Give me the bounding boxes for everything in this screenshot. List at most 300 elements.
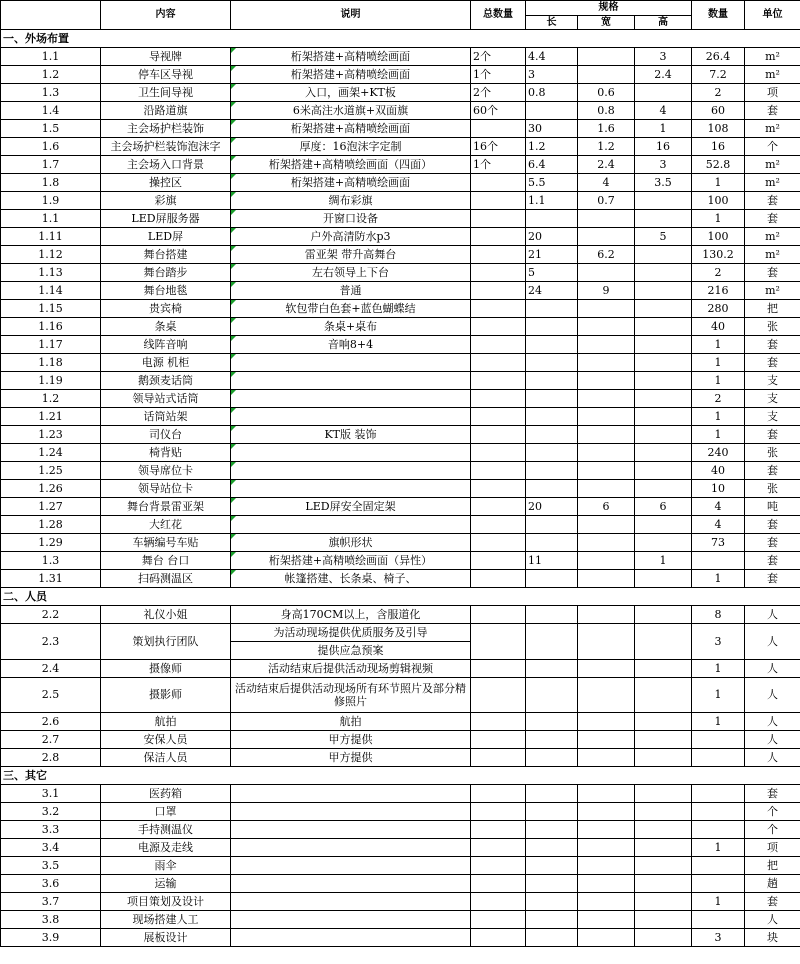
item-length[interactable]: 11 bbox=[526, 552, 578, 570]
item-name[interactable]: 条桌 bbox=[101, 318, 231, 336]
item-height[interactable] bbox=[635, 875, 692, 893]
item-unit[interactable]: 张 bbox=[745, 480, 800, 498]
item-length[interactable] bbox=[526, 534, 578, 552]
item-desc[interactable] bbox=[231, 462, 471, 480]
item-number[interactable]: 1.18 bbox=[1, 354, 101, 372]
item-length[interactable] bbox=[526, 678, 578, 713]
item-total[interactable]: 60个 bbox=[471, 102, 526, 120]
item-height[interactable] bbox=[635, 911, 692, 929]
item-desc[interactable] bbox=[231, 803, 471, 821]
item-qty[interactable]: 1 bbox=[692, 839, 745, 857]
item-width[interactable] bbox=[578, 785, 635, 803]
item-total[interactable] bbox=[471, 749, 526, 767]
item-unit[interactable]: 人 bbox=[745, 660, 800, 678]
item-unit[interactable]: m² bbox=[745, 156, 800, 174]
item-name[interactable]: 舞台搭建 bbox=[101, 246, 231, 264]
item-total[interactable] bbox=[471, 893, 526, 911]
item-number[interactable]: 1.11 bbox=[1, 228, 101, 246]
item-desc[interactable] bbox=[231, 210, 471, 228]
item-length[interactable] bbox=[526, 785, 578, 803]
item-number[interactable]: 1.27 bbox=[1, 498, 101, 516]
item-name[interactable]: 礼仪小姐 bbox=[101, 606, 231, 624]
item-total[interactable] bbox=[471, 210, 526, 228]
item-total[interactable] bbox=[471, 875, 526, 893]
item-desc[interactable]: 甲方提供 bbox=[231, 749, 471, 767]
item-name[interactable]: 保洁人员 bbox=[101, 749, 231, 767]
item-desc[interactable]: 活动结束后提供活动现场剪辑视频 bbox=[231, 660, 471, 678]
item-number[interactable]: 1.8 bbox=[1, 174, 101, 192]
item-width[interactable] bbox=[578, 713, 635, 731]
item-height[interactable] bbox=[635, 660, 692, 678]
item-name[interactable]: 主会场护栏装饰泡沫字 bbox=[101, 138, 231, 156]
item-desc[interactable]: 为活动现场提供优质服务及引导 bbox=[231, 624, 471, 642]
item-width[interactable] bbox=[578, 444, 635, 462]
item-unit[interactable]: 套 bbox=[745, 570, 800, 588]
item-qty[interactable]: 1 bbox=[692, 408, 745, 426]
item-qty[interactable]: 16 bbox=[692, 138, 745, 156]
item-total[interactable] bbox=[471, 839, 526, 857]
item-desc[interactable] bbox=[231, 300, 471, 318]
item-name[interactable]: 领导站位卡 bbox=[101, 480, 231, 498]
item-unit[interactable]: m² bbox=[745, 228, 800, 246]
item-total[interactable] bbox=[471, 318, 526, 336]
item-desc[interactable] bbox=[231, 192, 471, 210]
item-qty[interactable]: 1 bbox=[692, 893, 745, 911]
item-name[interactable]: 医药箱 bbox=[101, 785, 231, 803]
item-name[interactable]: 鹅颈麦话筒 bbox=[101, 372, 231, 390]
item-length[interactable] bbox=[526, 390, 578, 408]
item-width[interactable] bbox=[578, 929, 635, 947]
item-total[interactable] bbox=[471, 246, 526, 264]
item-length[interactable] bbox=[526, 803, 578, 821]
item-unit[interactable]: 人 bbox=[745, 731, 800, 749]
item-total[interactable]: 1个 bbox=[471, 156, 526, 174]
item-number[interactable]: 2.3 bbox=[1, 624, 101, 660]
item-number[interactable]: 1.16 bbox=[1, 318, 101, 336]
item-width[interactable] bbox=[578, 66, 635, 84]
item-name[interactable]: 摄影师 bbox=[101, 678, 231, 713]
item-qty[interactable] bbox=[692, 821, 745, 839]
item-length[interactable] bbox=[526, 875, 578, 893]
item-length[interactable] bbox=[526, 336, 578, 354]
item-length[interactable] bbox=[526, 354, 578, 372]
item-number[interactable]: 1.2 bbox=[1, 66, 101, 84]
item-width[interactable]: 4 bbox=[578, 174, 635, 192]
item-unit[interactable]: 套 bbox=[745, 102, 800, 120]
item-name[interactable]: 策划执行团队 bbox=[101, 624, 231, 660]
item-unit[interactable]: 支 bbox=[745, 390, 800, 408]
item-unit[interactable]: 块 bbox=[745, 929, 800, 947]
item-length[interactable] bbox=[526, 426, 578, 444]
item-qty[interactable]: 60 bbox=[692, 102, 745, 120]
item-number[interactable]: 1.17 bbox=[1, 336, 101, 354]
item-total[interactable] bbox=[471, 354, 526, 372]
item-desc[interactable] bbox=[231, 390, 471, 408]
item-number[interactable]: 1.1 bbox=[1, 48, 101, 66]
item-width[interactable] bbox=[578, 390, 635, 408]
item-qty[interactable]: 1 bbox=[692, 174, 745, 192]
item-name[interactable]: 卫生间导视 bbox=[101, 84, 231, 102]
item-width[interactable]: 9 bbox=[578, 282, 635, 300]
item-desc[interactable] bbox=[231, 839, 471, 857]
item-desc[interactable] bbox=[231, 426, 471, 444]
item-unit[interactable]: 张 bbox=[745, 444, 800, 462]
item-width[interactable] bbox=[578, 552, 635, 570]
item-width[interactable] bbox=[578, 534, 635, 552]
item-length[interactable]: 21 bbox=[526, 246, 578, 264]
item-height[interactable] bbox=[635, 534, 692, 552]
item-name[interactable]: 舞台背景雷亚架 bbox=[101, 498, 231, 516]
item-unit[interactable]: 个 bbox=[745, 138, 800, 156]
item-number[interactable]: 3.1 bbox=[1, 785, 101, 803]
item-number[interactable]: 3.6 bbox=[1, 875, 101, 893]
item-width[interactable] bbox=[578, 264, 635, 282]
item-total[interactable]: 2个 bbox=[471, 84, 526, 102]
item-number[interactable]: 1.31 bbox=[1, 570, 101, 588]
item-height[interactable] bbox=[635, 192, 692, 210]
item-qty[interactable] bbox=[692, 911, 745, 929]
item-unit[interactable]: 人 bbox=[745, 749, 800, 767]
item-number[interactable]: 1.29 bbox=[1, 534, 101, 552]
item-qty[interactable]: 3 bbox=[692, 624, 745, 660]
item-length[interactable] bbox=[526, 516, 578, 534]
item-number[interactable]: 1.28 bbox=[1, 516, 101, 534]
item-qty[interactable]: 40 bbox=[692, 462, 745, 480]
item-height[interactable] bbox=[635, 516, 692, 534]
item-name[interactable]: 彩旗 bbox=[101, 192, 231, 210]
item-unit[interactable]: 套 bbox=[745, 785, 800, 803]
item-qty[interactable] bbox=[692, 857, 745, 875]
item-length[interactable] bbox=[526, 462, 578, 480]
item-desc[interactable] bbox=[231, 893, 471, 911]
item-desc[interactable]: 航拍 bbox=[231, 713, 471, 731]
item-desc[interactable] bbox=[231, 785, 471, 803]
item-total[interactable] bbox=[471, 516, 526, 534]
item-height[interactable] bbox=[635, 300, 692, 318]
item-width[interactable] bbox=[578, 606, 635, 624]
item-qty[interactable]: 52.8 bbox=[692, 156, 745, 174]
item-height[interactable] bbox=[635, 570, 692, 588]
item-name[interactable]: 主会场护栏装饰 bbox=[101, 120, 231, 138]
item-length[interactable]: 3 bbox=[526, 66, 578, 84]
item-width[interactable] bbox=[578, 839, 635, 857]
item-desc[interactable] bbox=[231, 174, 471, 192]
item-width[interactable] bbox=[578, 678, 635, 713]
item-unit[interactable]: 套 bbox=[745, 534, 800, 552]
item-length[interactable]: 1.1 bbox=[526, 192, 578, 210]
item-desc[interactable] bbox=[231, 228, 471, 246]
item-number[interactable]: 1.21 bbox=[1, 408, 101, 426]
item-qty[interactable]: 100 bbox=[692, 192, 745, 210]
item-unit[interactable]: 套 bbox=[745, 426, 800, 444]
item-unit[interactable]: m² bbox=[745, 48, 800, 66]
item-name[interactable]: 运输 bbox=[101, 875, 231, 893]
item-total[interactable] bbox=[471, 498, 526, 516]
item-qty[interactable]: 1 bbox=[692, 372, 745, 390]
item-desc[interactable] bbox=[231, 857, 471, 875]
item-length[interactable] bbox=[526, 839, 578, 857]
item-width[interactable] bbox=[578, 803, 635, 821]
item-unit[interactable]: 项 bbox=[745, 839, 800, 857]
item-height[interactable] bbox=[635, 606, 692, 624]
item-number[interactable]: 1.9 bbox=[1, 192, 101, 210]
item-total[interactable] bbox=[471, 821, 526, 839]
item-qty[interactable] bbox=[692, 803, 745, 821]
item-name[interactable]: 现场搭建人工 bbox=[101, 911, 231, 929]
item-name[interactable]: 手持测温仪 bbox=[101, 821, 231, 839]
item-desc[interactable] bbox=[231, 480, 471, 498]
item-height[interactable] bbox=[635, 839, 692, 857]
item-height[interactable] bbox=[635, 336, 692, 354]
item-unit[interactable]: m² bbox=[745, 66, 800, 84]
item-unit[interactable]: 套 bbox=[745, 552, 800, 570]
item-total[interactable] bbox=[471, 570, 526, 588]
item-height[interactable] bbox=[635, 749, 692, 767]
item-desc[interactable] bbox=[231, 570, 471, 588]
item-number[interactable]: 1.7 bbox=[1, 156, 101, 174]
item-length[interactable]: 4.4 bbox=[526, 48, 578, 66]
item-total[interactable] bbox=[471, 336, 526, 354]
item-unit[interactable]: 把 bbox=[745, 300, 800, 318]
item-length[interactable] bbox=[526, 749, 578, 767]
item-desc[interactable] bbox=[231, 354, 471, 372]
item-qty[interactable]: 8 bbox=[692, 606, 745, 624]
item-number[interactable]: 2.2 bbox=[1, 606, 101, 624]
item-total[interactable]: 16个 bbox=[471, 138, 526, 156]
item-width[interactable] bbox=[578, 731, 635, 749]
item-qty[interactable]: 1 bbox=[692, 570, 745, 588]
item-qty[interactable] bbox=[692, 552, 745, 570]
item-height[interactable] bbox=[635, 713, 692, 731]
item-height[interactable]: 1 bbox=[635, 120, 692, 138]
item-unit[interactable]: 套 bbox=[745, 192, 800, 210]
item-number[interactable]: 1.19 bbox=[1, 372, 101, 390]
item-length[interactable] bbox=[526, 210, 578, 228]
item-width[interactable] bbox=[578, 857, 635, 875]
item-length[interactable]: 5.5 bbox=[526, 174, 578, 192]
item-total[interactable]: 1个 bbox=[471, 66, 526, 84]
item-number[interactable]: 3.9 bbox=[1, 929, 101, 947]
item-width[interactable] bbox=[578, 318, 635, 336]
item-length[interactable] bbox=[526, 893, 578, 911]
item-number[interactable]: 3.5 bbox=[1, 857, 101, 875]
item-number[interactable]: 1.5 bbox=[1, 120, 101, 138]
item-unit[interactable]: m² bbox=[745, 282, 800, 300]
item-unit[interactable]: 把 bbox=[745, 857, 800, 875]
item-height[interactable] bbox=[635, 785, 692, 803]
item-width[interactable] bbox=[578, 749, 635, 767]
item-desc[interactable] bbox=[231, 408, 471, 426]
item-qty[interactable]: 240 bbox=[692, 444, 745, 462]
item-number[interactable]: 1.26 bbox=[1, 480, 101, 498]
item-length[interactable]: 20 bbox=[526, 228, 578, 246]
item-total[interactable] bbox=[471, 785, 526, 803]
item-total[interactable] bbox=[471, 660, 526, 678]
item-height[interactable] bbox=[635, 821, 692, 839]
item-desc[interactable] bbox=[231, 66, 471, 84]
item-unit[interactable]: 套 bbox=[745, 264, 800, 282]
item-total[interactable] bbox=[471, 534, 526, 552]
item-number[interactable]: 1.3 bbox=[1, 84, 101, 102]
item-unit[interactable]: 支 bbox=[745, 372, 800, 390]
item-desc[interactable] bbox=[231, 84, 471, 102]
item-desc[interactable] bbox=[231, 372, 471, 390]
item-height[interactable] bbox=[635, 210, 692, 228]
item-height[interactable] bbox=[635, 624, 692, 660]
item-length[interactable] bbox=[526, 300, 578, 318]
item-width[interactable] bbox=[578, 893, 635, 911]
item-name[interactable]: 舞台地毯 bbox=[101, 282, 231, 300]
item-name[interactable]: 航拍 bbox=[101, 713, 231, 731]
item-width[interactable] bbox=[578, 821, 635, 839]
item-width[interactable]: 1.6 bbox=[578, 120, 635, 138]
item-qty[interactable]: 2 bbox=[692, 264, 745, 282]
item-height[interactable]: 3 bbox=[635, 156, 692, 174]
item-desc[interactable] bbox=[231, 138, 471, 156]
item-desc[interactable] bbox=[231, 552, 471, 570]
item-width[interactable]: 0.7 bbox=[578, 192, 635, 210]
item-length[interactable] bbox=[526, 731, 578, 749]
item-total[interactable]: 2个 bbox=[471, 48, 526, 66]
item-desc[interactable] bbox=[231, 48, 471, 66]
item-desc[interactable] bbox=[231, 318, 471, 336]
item-width[interactable] bbox=[578, 911, 635, 929]
item-name[interactable]: 扫码测温区 bbox=[101, 570, 231, 588]
item-height[interactable] bbox=[635, 318, 692, 336]
item-number[interactable]: 3.7 bbox=[1, 893, 101, 911]
item-width[interactable] bbox=[578, 462, 635, 480]
item-unit[interactable]: 支 bbox=[745, 408, 800, 426]
item-desc[interactable] bbox=[231, 498, 471, 516]
item-height[interactable] bbox=[635, 803, 692, 821]
item-total[interactable] bbox=[471, 480, 526, 498]
item-width[interactable]: 0.8 bbox=[578, 102, 635, 120]
item-name[interactable]: LED屏服务器 bbox=[101, 210, 231, 228]
item-name[interactable]: 贵宾椅 bbox=[101, 300, 231, 318]
item-width[interactable] bbox=[578, 875, 635, 893]
item-length[interactable] bbox=[526, 102, 578, 120]
item-height[interactable] bbox=[635, 408, 692, 426]
item-unit[interactable]: 趟 bbox=[745, 875, 800, 893]
item-total[interactable] bbox=[471, 462, 526, 480]
item-unit[interactable]: m² bbox=[745, 120, 800, 138]
item-number[interactable]: 2.7 bbox=[1, 731, 101, 749]
item-unit[interactable]: 套 bbox=[745, 336, 800, 354]
item-height[interactable] bbox=[635, 354, 692, 372]
item-width[interactable] bbox=[578, 660, 635, 678]
item-name[interactable]: 司仪台 bbox=[101, 426, 231, 444]
item-qty[interactable]: 7.2 bbox=[692, 66, 745, 84]
item-number[interactable]: 1.13 bbox=[1, 264, 101, 282]
item-height[interactable]: 5 bbox=[635, 228, 692, 246]
item-length[interactable] bbox=[526, 444, 578, 462]
item-name[interactable]: 摄像师 bbox=[101, 660, 231, 678]
item-qty[interactable]: 73 bbox=[692, 534, 745, 552]
item-number[interactable]: 3.4 bbox=[1, 839, 101, 857]
item-qty[interactable]: 3 bbox=[692, 929, 745, 947]
item-name[interactable]: 椅背贴 bbox=[101, 444, 231, 462]
item-qty[interactable]: 40 bbox=[692, 318, 745, 336]
item-unit[interactable]: 人 bbox=[745, 911, 800, 929]
item-number[interactable]: 2.8 bbox=[1, 749, 101, 767]
item-length[interactable] bbox=[526, 821, 578, 839]
item-unit[interactable]: 项 bbox=[745, 84, 800, 102]
item-length[interactable]: 30 bbox=[526, 120, 578, 138]
item-name[interactable]: LED屏 bbox=[101, 228, 231, 246]
item-qty[interactable]: 2 bbox=[692, 84, 745, 102]
item-number[interactable]: 3.8 bbox=[1, 911, 101, 929]
item-desc[interactable] bbox=[231, 264, 471, 282]
item-desc[interactable]: 活动结束后提供活动现场所有环节照片及部分精修照片 bbox=[231, 678, 471, 713]
item-total[interactable] bbox=[471, 552, 526, 570]
item-name[interactable]: 领导席位卡 bbox=[101, 462, 231, 480]
item-unit[interactable]: 吨 bbox=[745, 498, 800, 516]
item-number[interactable]: 1.14 bbox=[1, 282, 101, 300]
item-height[interactable] bbox=[635, 390, 692, 408]
item-number[interactable]: 3.3 bbox=[1, 821, 101, 839]
item-name[interactable]: 车辆编号车贴 bbox=[101, 534, 231, 552]
item-height[interactable] bbox=[635, 372, 692, 390]
item-desc[interactable] bbox=[231, 102, 471, 120]
item-length[interactable] bbox=[526, 624, 578, 660]
item-width[interactable] bbox=[578, 210, 635, 228]
item-qty[interactable] bbox=[692, 731, 745, 749]
item-number[interactable]: 1.12 bbox=[1, 246, 101, 264]
item-desc[interactable] bbox=[231, 911, 471, 929]
item-qty[interactable]: 1 bbox=[692, 354, 745, 372]
item-height[interactable] bbox=[635, 462, 692, 480]
item-height[interactable]: 3.5 bbox=[635, 174, 692, 192]
item-length[interactable] bbox=[526, 570, 578, 588]
item-total[interactable] bbox=[471, 120, 526, 138]
item-total[interactable] bbox=[471, 300, 526, 318]
item-total[interactable] bbox=[471, 444, 526, 462]
item-unit[interactable]: 套 bbox=[745, 462, 800, 480]
item-name[interactable]: 雨伞 bbox=[101, 857, 231, 875]
item-length[interactable]: 0.8 bbox=[526, 84, 578, 102]
item-qty[interactable]: 108 bbox=[692, 120, 745, 138]
item-width[interactable] bbox=[578, 516, 635, 534]
item-desc[interactable]: 提供应急预案 bbox=[231, 642, 471, 660]
item-height[interactable] bbox=[635, 444, 692, 462]
item-total[interactable] bbox=[471, 408, 526, 426]
item-name[interactable]: 安保人员 bbox=[101, 731, 231, 749]
item-qty[interactable]: 10 bbox=[692, 480, 745, 498]
item-length[interactable] bbox=[526, 318, 578, 336]
item-name[interactable]: 舞台 台口 bbox=[101, 552, 231, 570]
item-number[interactable]: 1.25 bbox=[1, 462, 101, 480]
item-unit[interactable]: 套 bbox=[745, 354, 800, 372]
item-number[interactable]: 1.4 bbox=[1, 102, 101, 120]
item-unit[interactable]: 个 bbox=[745, 803, 800, 821]
item-desc[interactable]: 身高170CM以上，含服道化 bbox=[231, 606, 471, 624]
item-unit[interactable]: 张 bbox=[745, 318, 800, 336]
item-width[interactable] bbox=[578, 372, 635, 390]
item-width[interactable]: 6.2 bbox=[578, 246, 635, 264]
item-number[interactable]: 1.1 bbox=[1, 210, 101, 228]
item-width[interactable] bbox=[578, 300, 635, 318]
item-width[interactable] bbox=[578, 480, 635, 498]
item-qty[interactable]: 216 bbox=[692, 282, 745, 300]
item-height[interactable] bbox=[635, 426, 692, 444]
item-name[interactable]: 主会场入口背景 bbox=[101, 156, 231, 174]
item-desc[interactable] bbox=[231, 821, 471, 839]
item-unit[interactable]: 套 bbox=[745, 893, 800, 911]
item-height[interactable]: 3 bbox=[635, 48, 692, 66]
item-total[interactable] bbox=[471, 282, 526, 300]
item-total[interactable] bbox=[471, 929, 526, 947]
item-unit[interactable]: 人 bbox=[745, 624, 800, 660]
